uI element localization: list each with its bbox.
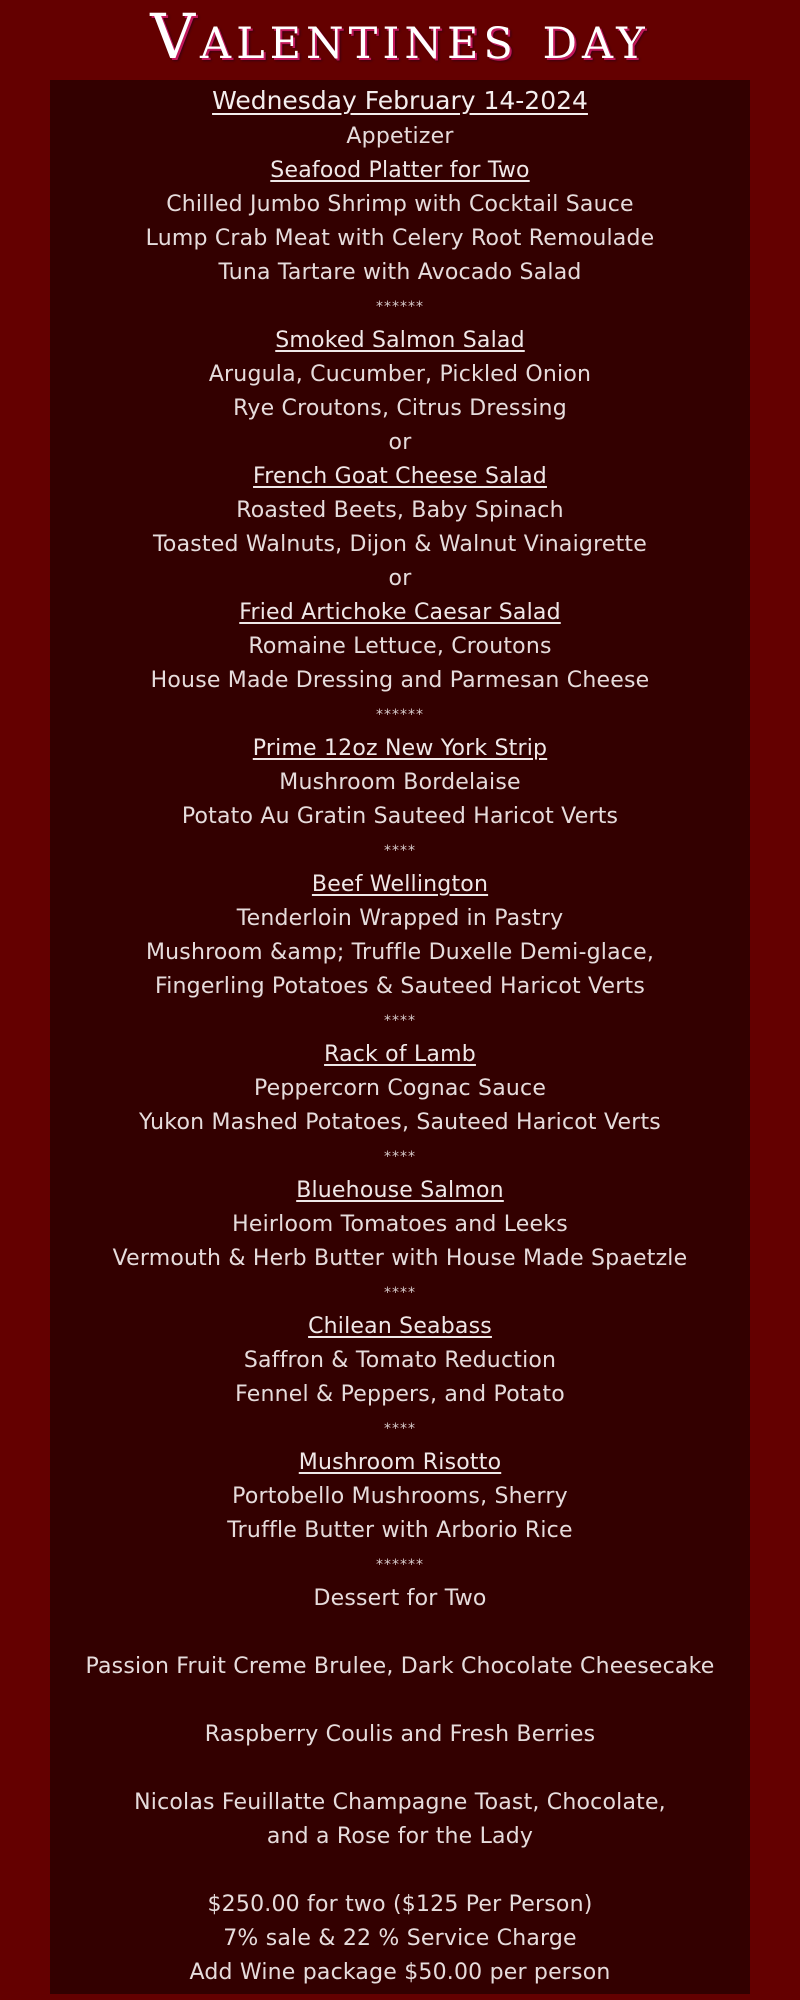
separator: **** bbox=[384, 1149, 416, 1165]
salad-line: Rye Croutons, Citrus Dressing bbox=[233, 396, 567, 421]
entree-heading-seabass: Chilean Seabass bbox=[308, 1314, 492, 1339]
separator: ****** bbox=[376, 1557, 424, 1573]
entree-line: Vermouth & Herb Butter with House Made Spaetzle bbox=[112, 1246, 688, 1271]
entree-line: Yukon Mashed Potatoes, Sauteed Haricot Verts bbox=[139, 1110, 661, 1135]
price-line: $250.00 for two ($125 Per Person) bbox=[207, 1892, 593, 1917]
salad-line: House Made Dressing and Parmesan Cheese bbox=[150, 668, 650, 693]
entree-heading-wellington: Beef Wellington bbox=[311, 872, 489, 897]
dessert-line: and a Rose for the Lady bbox=[266, 1824, 534, 1849]
salad-heading-caesar: Fried Artichoke Caesar Salad bbox=[239, 600, 561, 625]
salad-heading-smoked-salmon: Smoked Salmon Salad bbox=[275, 328, 525, 353]
entree-line: Heirloom Tomatoes and Leeks bbox=[232, 1212, 568, 1237]
separator: ****** bbox=[376, 707, 424, 723]
spacer bbox=[50, 1854, 750, 1888]
separator: **** bbox=[384, 1013, 416, 1029]
spacer bbox=[50, 1752, 750, 1786]
separator: **** bbox=[384, 843, 416, 859]
seafood-line: Chilled Jumbo Shrimp with Cocktail Sauce bbox=[166, 192, 634, 217]
entree-heading-risotto: Mushroom Risotto bbox=[298, 1450, 502, 1475]
menu-date: Wednesday February 14-2024 bbox=[212, 86, 588, 115]
salad-line: Roasted Beets, Baby Spinach bbox=[236, 498, 564, 523]
seafood-line: Lump Crab Meat with Celery Root Remoulade bbox=[145, 226, 655, 251]
dessert-line: Raspberry Coulis and Fresh Berries bbox=[204, 1722, 596, 1747]
entree-line: Potato Au Gratin Sauteed Haricot Verts bbox=[181, 804, 619, 829]
entree-line: Fennel & Peppers, and Potato bbox=[235, 1382, 565, 1407]
entree-line: Saffron & Tomato Reduction bbox=[243, 1348, 557, 1373]
tax-line: 7% sale & 22 % Service Charge bbox=[223, 1926, 577, 1951]
menu-panel bbox=[50, 80, 750, 1994]
spacer bbox=[50, 1616, 750, 1650]
page-title: Valentines day bbox=[150, 0, 650, 73]
entree-line: Mushroom Bordelaise bbox=[279, 770, 521, 795]
dessert-label: Dessert for Two bbox=[313, 1586, 487, 1611]
seafood-heading: Seafood Platter for Two bbox=[270, 158, 530, 183]
separator: ****** bbox=[376, 299, 424, 315]
dessert-line: Passion Fruit Creme Brulee, Dark Chocolate Cheesecake bbox=[85, 1654, 715, 1679]
entree-heading-strip: Prime 12oz New York Strip bbox=[252, 736, 548, 761]
separator: **** bbox=[384, 1285, 416, 1301]
entree-line: Tenderloin Wrapped in Pastry bbox=[236, 906, 564, 931]
wine-line: Add Wine package $50.00 per person bbox=[189, 1960, 611, 1985]
dessert-line: Nicolas Feuillatte Champagne Toast, Chocolate, bbox=[134, 1790, 666, 1815]
entree-line: Truffle Butter with Arborio Rice bbox=[227, 1518, 573, 1543]
entree-line: Portobello Mushrooms, Sherry bbox=[232, 1484, 568, 1509]
salad-line: Romaine Lettuce, Croutons bbox=[248, 634, 552, 659]
entree-heading-lamb: Rack of Lamb bbox=[324, 1042, 476, 1067]
separator: **** bbox=[384, 1421, 416, 1437]
appetizer-label: Appetizer bbox=[346, 124, 454, 149]
seafood-line: Tuna Tartare with Avocado Salad bbox=[218, 260, 582, 285]
entree-line: Mushroom &amp; Truffle Duxelle Demi-glace, bbox=[145, 940, 655, 965]
entree-heading-salmon: Bluehouse Salmon bbox=[296, 1178, 504, 1203]
or-divider: or bbox=[388, 430, 412, 455]
entree-line: Peppercorn Cognac Sauce bbox=[253, 1076, 547, 1101]
salad-line: Toasted Walnuts, Dijon & Walnut Vinaigrette bbox=[153, 532, 647, 557]
entree-line: Fingerling Potatoes & Sauteed Haricot Verts bbox=[154, 974, 646, 999]
or-divider: or bbox=[388, 566, 412, 591]
spacer bbox=[50, 1684, 750, 1718]
salad-line: Arugula, Cucumber, Pickled Onion bbox=[208, 362, 592, 387]
salad-heading-goat-cheese: French Goat Cheese Salad bbox=[253, 464, 547, 489]
